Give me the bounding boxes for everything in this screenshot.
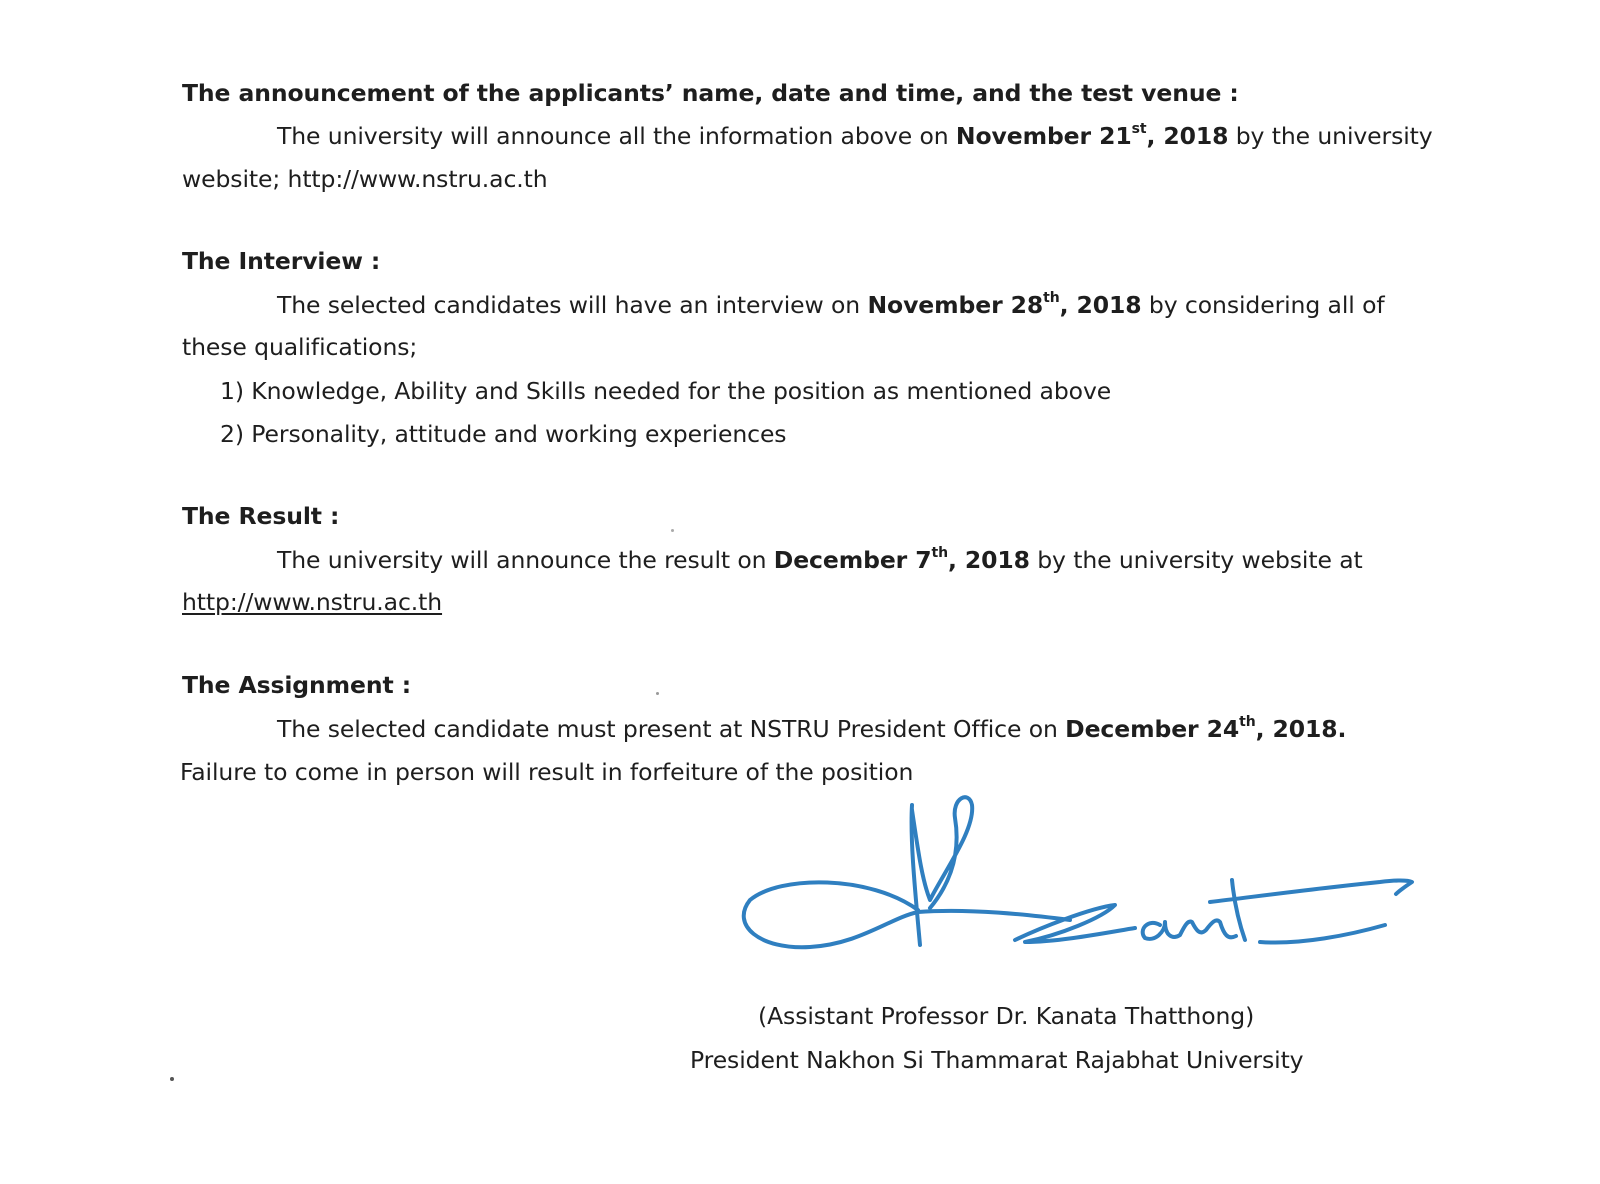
result-heading: The Result : [182,502,340,530]
result-website-link[interactable]: http://www.nstru.ac.th [182,588,443,616]
interview-body: The selected candidates will have an interview on November 28th, 2018 by considering all of [277,290,1385,319]
announcement-heading: The announcement of the applicants’ name, date and time, and the test venue : [182,79,1239,107]
announcement-body: The university will announce all the information above on November 21st, 2018 by the university [277,121,1433,150]
announcement-body-line2: website; http://www.nstru.ac.th [182,165,548,193]
interview-body-line2: these qualifications; [182,333,418,361]
announcement-date: November 21st, 2018 [955,121,1229,150]
interview-item-2: 2) Personality, attitude and working experiences [220,420,787,448]
assignment-body-line2: Failure to come in person will result in forfeiture of the position [180,758,914,786]
assignment-date: December 24th, 2018. [1065,714,1347,743]
signatory-name: (Assistant Professor Dr. Kanata Thatthong) [758,1002,1255,1030]
signature-image [740,790,1440,970]
result-body: The university will announce the result on December 7th, 2018 by the university website at [277,545,1363,574]
scan-speck [170,1077,174,1081]
assignment-body: The selected candidate must present at NSTRU President Office on December 24th, 2018. [277,714,1347,743]
signatory-title: President Nakhon Si Thammarat Rajabhat University [690,1046,1304,1074]
interview-item-1: 1) Knowledge, Ability and Skills needed for the position as mentioned above [220,377,1112,405]
result-date: December 7th, 2018 [773,545,1030,574]
interview-heading: The Interview : [182,247,381,275]
scan-speck [656,692,659,695]
assignment-heading: The Assignment : [182,671,412,699]
scan-speck [671,529,674,532]
interview-date: November 28th, 2018 [867,290,1142,319]
